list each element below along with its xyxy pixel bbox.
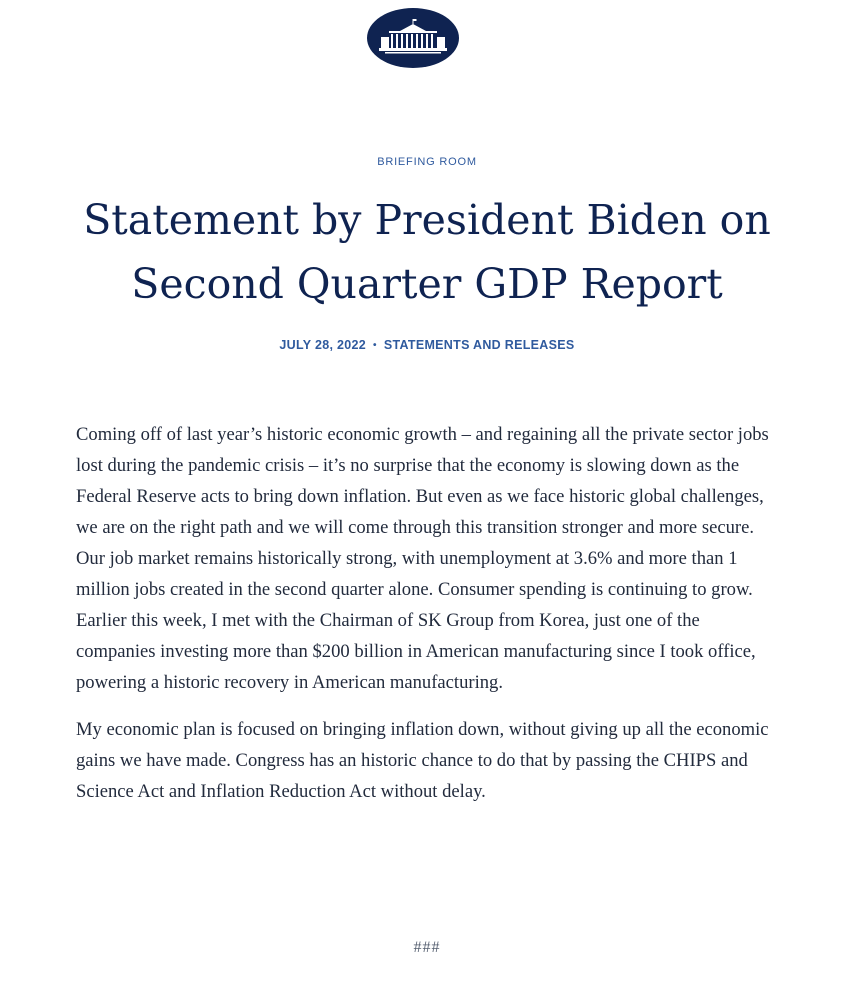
article-body — [76, 419, 776, 823]
white-house-seal-icon[interactable] — [367, 8, 459, 68]
page-title: Statement by President Biden on Second Quarter GDP Report — [83, 196, 771, 308]
end-mark: ### — [413, 939, 441, 956]
meta-separator: • — [373, 340, 377, 351]
body-paragraph-2: My economic plan is focused on bringing inflation down, without giving up all the economic gains we have made. Congress has an historic chance to do that by passing the CHIPS and Science Act and Inflation Reduction Act without delay. — [76, 719, 769, 802]
article-meta — [0, 338, 854, 352]
category-link[interactable]: STATEMENTS AND RELEASES — [383, 338, 575, 352]
section-eyebrow[interactable]: BRIEFING ROOM — [377, 156, 477, 168]
body-paragraph-1: Coming off of last year’s historic economic growth – and regaining all the private sector jobs lost during the pandemic crisis – it’s no surprise that the economy is slowing down as the Federal Reserve acts to bring down inflation. But even as we face historic global challenges, we are on the right path and we will come through this transition stronger and more secure. Our job market remains historically strong, with unemployment at 3.6% and more than 1 million jobs created in the second quarter alone. Consumer spending is continuing to grow. Earlier this week, I met with the Chairman of SK Group from Korea, just one of the companies investing more than $200 billion in American manufacturing since I took office, powering a historic recovery in American manufacturing. — [76, 424, 769, 693]
publish-date: JULY 28, 2022 — [279, 338, 367, 352]
